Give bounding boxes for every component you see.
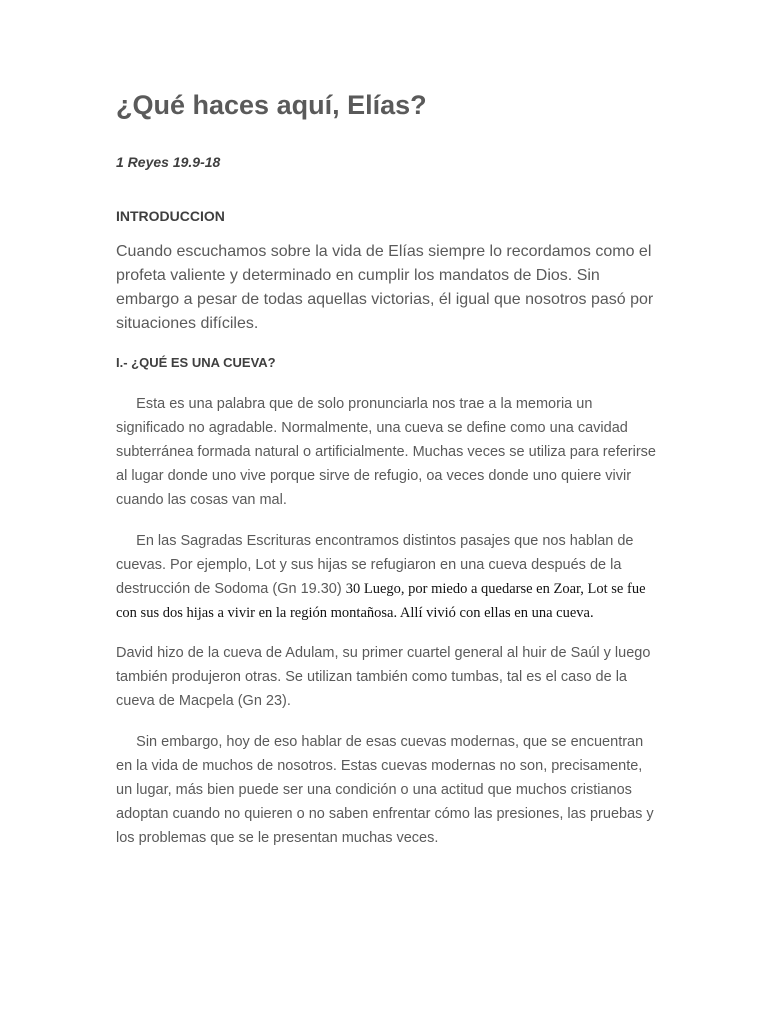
section-heading-cueva: I.- ¿QUÉ ES UNA CUEVA? — [116, 355, 276, 370]
paragraph-scriptures-text: En las Sagradas Escrituras encontramos distintos pasajes que nos hablan de cuevas. Por ejemplo, Lot y sus hijas se refugiaron en una cueva después de la destrucción de Sodoma (Gn 19.30) — [116, 533, 634, 597]
document-title: ¿Qué haces aquí, Elías? — [116, 90, 427, 120]
document-page — [116, 88, 656, 850]
genesis-quote: 30 Luego, por miedo a quedarse en Zoar, Lot se fue con sus dos hijas a vivir en la región montañosa. Allí vivió con ellas en una cueva. — [116, 581, 646, 621]
paragraph-scriptures — [116, 529, 656, 625]
bible-reference: 1 Reyes 19.9-18 — [116, 154, 221, 170]
paragraph-modern-caves-text: Sin embargo, hoy de eso hablar de esas cuevas modernas, que se encuentran en la vida de muchos de nosotros. Estas cuevas modernas no son, precisamente, un lugar, más bien puede ser una condición o una actitud que muchos cristianos adoptan cuando no quieren o no saben enfrentar cómo las presiones, las pruebas y los problemas que se le presentan muchas veces. — [116, 734, 654, 846]
paragraph-modern-caves — [116, 730, 656, 850]
paragraph-definition — [116, 392, 656, 512]
paragraph-definition-text: Esta es una palabra que de solo pronunciarla nos trae a la memoria un significado no agradable. Normalmente, una cueva se define como una cavidad subterránea formada natural o artificialmente. Muchas veces se utiliza para referirse al lugar donde uno vive porque sirve de refugio, oa veces donde uno quiere vivir cuando las cosas van mal. — [116, 396, 656, 508]
paragraph-david: David hizo de la cueva de Adulam, su primer cuartel general al huir de Saúl y luego también produjeron otras. Se utilizan también como tumbas, tal es el caso de la cueva de Macpela (Gn 23). — [116, 645, 651, 709]
intro-paragraph: Cuando escuchamos sobre la vida de Elías siempre lo recordamos como el profeta valiente y determinado en cumplir los mandatos de Dios. Sin embargo a pesar de todas aquellas victorias, él igual que nosotros pasó por situaciones difíciles. — [116, 243, 654, 332]
intro-heading: INTRODUCCION — [116, 208, 225, 224]
